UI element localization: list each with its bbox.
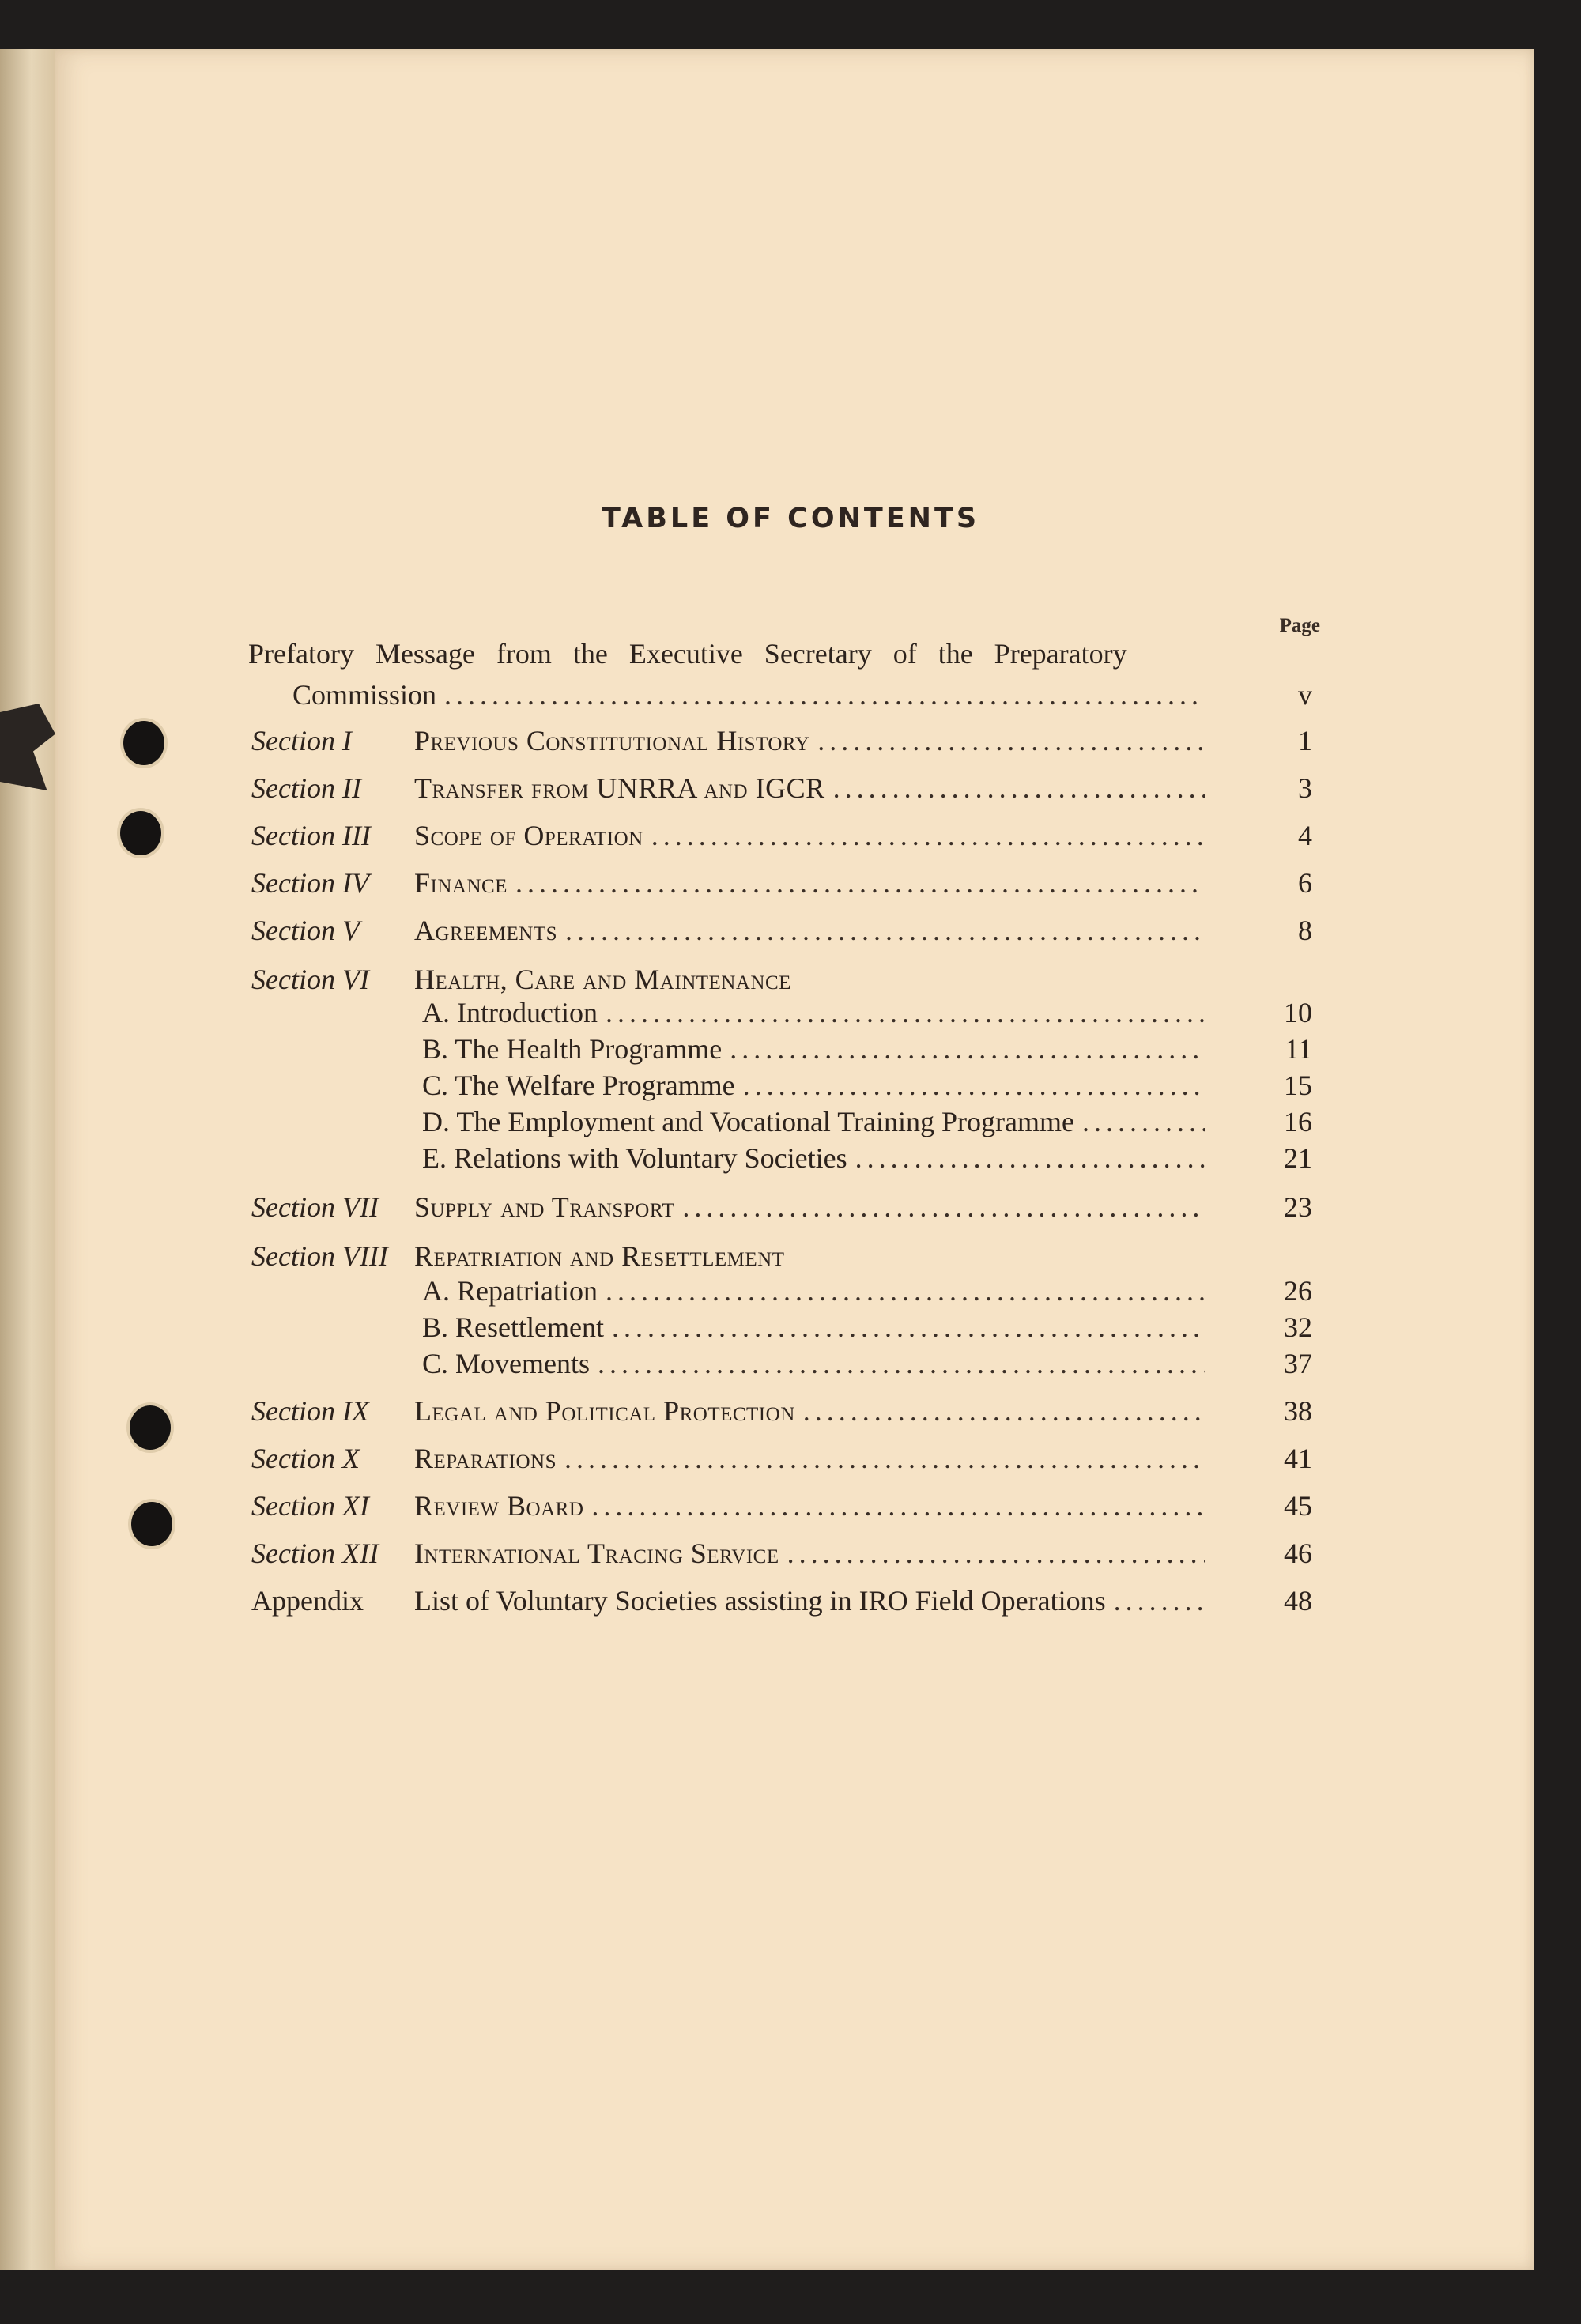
entry-label: Section X <box>251 1443 360 1474</box>
toc-subentry <box>245 1032 1328 1072</box>
entry-page-number: 41 <box>1284 1443 1312 1474</box>
entry-title: Scope of Operation <box>414 820 643 851</box>
leader-dots <box>515 866 1205 900</box>
entry-title: Supply and Transport <box>414 1191 675 1223</box>
toc-entry <box>245 819 1328 858</box>
entry-title: Previous Constitutional History <box>414 725 810 756</box>
entry-title: Finance <box>414 867 508 899</box>
leader-dots <box>833 772 1205 805</box>
entry-page-number: 45 <box>1284 1490 1312 1522</box>
booklet-spine <box>0 49 57 2270</box>
entry-title-line <box>414 963 1205 996</box>
entry-title-line <box>414 1489 1205 1522</box>
entry-title: A. Introduction <box>422 997 598 1028</box>
entry-label: Section III <box>251 820 371 851</box>
prefatory-page: v <box>1298 679 1312 711</box>
entry-title-line <box>422 1141 1205 1175</box>
toc-entry <box>245 866 1328 906</box>
entry-title: International Tracing Service <box>414 1537 779 1569</box>
entry-title: C. Movements <box>422 1348 590 1379</box>
entry-page-number: 26 <box>1284 1275 1312 1307</box>
entry-title: Transfer from UNRRA and IGCR <box>414 772 825 804</box>
entry-page-number: 15 <box>1284 1070 1312 1101</box>
entry-title: Agreements <box>414 915 557 946</box>
entry-title: Health, Care and Maintenance <box>414 964 791 995</box>
entry-page-number: 37 <box>1284 1348 1312 1379</box>
entry-page-number: 38 <box>1284 1395 1312 1427</box>
leader-dots <box>803 1394 1205 1428</box>
entry-title-line <box>414 914 1205 947</box>
toc-subentry <box>245 1105 1328 1145</box>
leader-dots <box>612 1311 1205 1344</box>
toc-entry <box>245 914 1328 953</box>
entry-page-number: 23 <box>1284 1191 1312 1223</box>
entry-title: List of Voluntary Societies assisting in IRO Field Operations <box>414 1585 1106 1617</box>
entry-label: Appendix <box>251 1585 364 1617</box>
punch-hole <box>131 1502 172 1546</box>
leader-dots <box>787 1537 1205 1570</box>
entry-title-line <box>414 724 1205 757</box>
entry-title-line <box>414 1584 1205 1617</box>
entry-title-line <box>422 1274 1205 1307</box>
entry-page-number: 4 <box>1298 820 1312 851</box>
entry-title-line <box>422 1032 1205 1066</box>
leader-dots <box>1114 1584 1205 1617</box>
toc-subentry <box>245 1311 1328 1350</box>
leader-dots <box>565 914 1205 947</box>
prefatory-entry-line1 <box>248 637 1228 670</box>
entry-title-line <box>414 819 1205 852</box>
entry-label: Section II <box>251 772 361 804</box>
toc-entry <box>245 1584 1328 1624</box>
leader-dots <box>591 1489 1205 1522</box>
page-column-heading: Page <box>1279 615 1320 636</box>
entry-label: Section V <box>251 915 360 946</box>
entry-title: C. The Welfare Programme <box>422 1070 735 1101</box>
entry-page-number: 1 <box>1298 725 1312 756</box>
entry-title-line <box>422 996 1205 1029</box>
toc-entry <box>245 1537 1328 1576</box>
leader-dots <box>606 1274 1205 1307</box>
leader-dots <box>730 1032 1205 1066</box>
entry-title: B. The Health Programme <box>422 1033 723 1065</box>
leader-dots <box>817 724 1205 757</box>
punch-hole <box>130 1405 171 1450</box>
leader-dots <box>444 678 1205 711</box>
entry-title-line <box>414 1239 1205 1273</box>
entry-title-line <box>414 1394 1205 1428</box>
entry-title: D. The Employment and Vocational Training Programme <box>422 1106 1074 1137</box>
punch-hole <box>120 811 161 855</box>
page-title: TABLE OF CONTENTS <box>601 503 980 534</box>
entry-label: Section IV <box>251 867 369 899</box>
entry-label: Section VIII <box>251 1240 388 1272</box>
punch-hole <box>123 721 164 765</box>
toc-entry <box>245 1394 1328 1434</box>
entry-page-number: 10 <box>1284 997 1312 1028</box>
entry-label: Section XI <box>251 1490 369 1522</box>
toc-subentry <box>245 1141 1328 1181</box>
prefatory-text: Prefatory Message from the Executive Secretary of the Preparatory <box>248 638 1127 670</box>
toc-entry <box>245 772 1328 811</box>
toc-entry <box>245 1442 1328 1481</box>
entry-title-line <box>422 1311 1205 1344</box>
entry-page-number: 21 <box>1284 1142 1312 1174</box>
entry-title: Reparations <box>414 1443 557 1474</box>
leader-dots <box>651 819 1205 852</box>
entry-title: A. Repatriation <box>422 1275 598 1307</box>
toc-entry <box>245 1489 1328 1529</box>
leader-dots <box>598 1347 1205 1380</box>
entry-page-number: 8 <box>1298 915 1312 946</box>
entry-title-line <box>422 1105 1205 1138</box>
entry-label: Section VI <box>251 964 369 995</box>
entry-title: E. Relations with Voluntary Societies <box>422 1142 847 1174</box>
toc-subentry <box>245 1347 1328 1386</box>
leader-dots <box>606 996 1205 1029</box>
entry-title-line <box>422 1347 1205 1380</box>
entry-page-number: 48 <box>1284 1585 1312 1617</box>
prefatory-entry-line2 <box>292 678 1205 711</box>
entry-page-number: 11 <box>1285 1033 1312 1065</box>
entry-title-line <box>414 772 1205 805</box>
leader-dots <box>1082 1105 1205 1138</box>
toc-subentry <box>245 996 1328 1036</box>
entry-title-line <box>414 1442 1205 1475</box>
entry-title: Review Board <box>414 1490 584 1522</box>
toc-entry <box>245 1190 1328 1230</box>
entry-title-line <box>414 1190 1205 1224</box>
entry-page-number: 46 <box>1284 1537 1312 1569</box>
entry-page-number: 6 <box>1298 867 1312 899</box>
prefatory-text-cont: Commission <box>292 679 437 711</box>
entry-page-number: 3 <box>1298 772 1312 804</box>
entry-title: Legal and Political Protection <box>414 1395 795 1427</box>
entry-title-line <box>414 1537 1205 1570</box>
leader-dots <box>743 1069 1205 1102</box>
toc-subentry <box>245 1069 1328 1108</box>
entry-title: B. Resettlement <box>422 1311 604 1343</box>
entry-page-number: 16 <box>1284 1106 1312 1137</box>
entry-label: Section I <box>251 725 352 756</box>
entry-label: Section IX <box>251 1395 369 1427</box>
toc-entry <box>245 724 1328 764</box>
toc-entry <box>245 1239 1328 1279</box>
leader-dots <box>855 1141 1205 1175</box>
leader-dots <box>682 1190 1205 1224</box>
entry-title-line <box>414 866 1205 900</box>
entry-title: Repatriation and Resettlement <box>414 1240 785 1272</box>
toc-subentry <box>245 1274 1328 1314</box>
entry-label: Section VII <box>251 1191 379 1223</box>
leader-dots <box>564 1442 1205 1475</box>
entry-title-line <box>422 1069 1205 1102</box>
entry-page-number: 32 <box>1284 1311 1312 1343</box>
entry-label: Section XII <box>251 1537 379 1569</box>
